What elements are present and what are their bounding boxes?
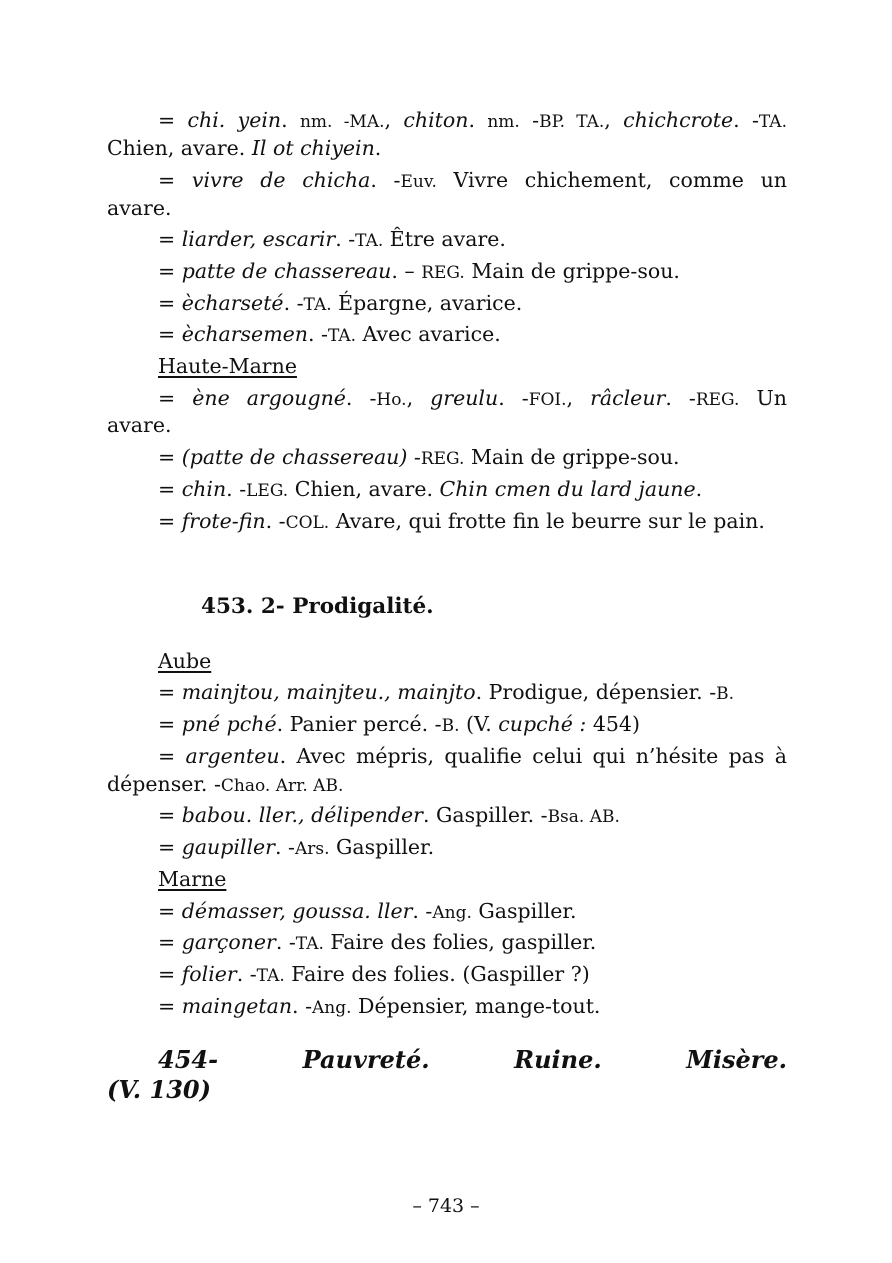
entry-chi-yein-cont: Chien, avare. Il ot chiyein. bbox=[107, 136, 382, 160]
entry-argenteu-cont: dépenser. -Chao. Arr. AB. bbox=[107, 772, 344, 796]
section-heading-454-cont: (V. 130) bbox=[107, 1075, 211, 1104]
entry-patte-de-chassereau-hm: = (patte de chassereau) -REG. Main de grippe-sou. bbox=[158, 445, 680, 469]
entry-argenteu: = argenteu. Avec mépris, qualifie celui qui n’hésite pas à bbox=[158, 744, 787, 768]
entry-maingetan: = maingetan. -Ang. Dépensier, mange-tout. bbox=[158, 994, 601, 1018]
section-heading-454: 454- Pauvreté. Ruine. Misère. bbox=[158, 1045, 788, 1074]
entry-vivre-de-chicha: = vivre de chicha. -Euv. Vivre chichement, comme un bbox=[158, 168, 787, 192]
entry-demasser: = démasser, goussa. ller. -Ang. Gaspiller. bbox=[158, 899, 577, 923]
entry-frote-fin: = frote-fin. -COL. Avare, qui frotte fin le beurre sur le pain. bbox=[158, 509, 765, 533]
page-number: – 743 – bbox=[412, 1195, 480, 1217]
entry-folier: = folier. -TA. Faire des folies. (Gaspiller ?) bbox=[158, 962, 590, 986]
entry-liarder: = liarder, escarir. -TA. Être avare. bbox=[158, 227, 506, 251]
entry-echarsemen: = ècharsemen. -TA. Avec avarice. bbox=[158, 322, 501, 346]
entry-echarsete: = ècharseté. -TA. Épargne, avarice. bbox=[158, 291, 523, 315]
entry-chi-yein: = chi. yein. nm. -MA., chiton. nm. -BP. TA., chichcrote. -TA. bbox=[158, 108, 787, 132]
entry-patte-de-chassereau: = patte de chassereau. – REG. Main de grippe-sou. bbox=[158, 259, 680, 283]
entry-babou-ller: = babou. ller., délipender. Gaspiller. -Bsa. AB. bbox=[158, 803, 620, 827]
region-heading-aube: Aube bbox=[158, 649, 212, 673]
entry-pne-pche: = pné pché. Panier percé. -B. (V. cupché : 454) bbox=[158, 712, 640, 736]
region-heading-haute-marne: Haute-Marne bbox=[158, 354, 297, 378]
entry-chin: = chin. -LEG. Chien, avare. Chin cmen du lard jaune. bbox=[158, 477, 703, 501]
entry-ene-argougne: = ène argougné. -Ho., greulu. -FOI., râcleur. -REG. Un bbox=[158, 386, 787, 410]
section-heading-453: 453. 2- Prodigalité. bbox=[201, 594, 434, 619]
entry-gaupiller: = gaupiller. -Ars. Gaspiller. bbox=[158, 835, 435, 859]
entry-vivre-de-chicha-cont: avare. bbox=[107, 196, 172, 220]
region-heading-marne: Marne bbox=[158, 867, 227, 891]
entry-ene-argougne-cont: avare. bbox=[107, 413, 172, 437]
entry-mainjtou: = mainjtou, mainjteu., mainjto. Prodigue, dépensier. -B. bbox=[158, 680, 735, 704]
entry-garconer: = garçoner. -TA. Faire des folies, gaspiller. bbox=[158, 930, 597, 954]
